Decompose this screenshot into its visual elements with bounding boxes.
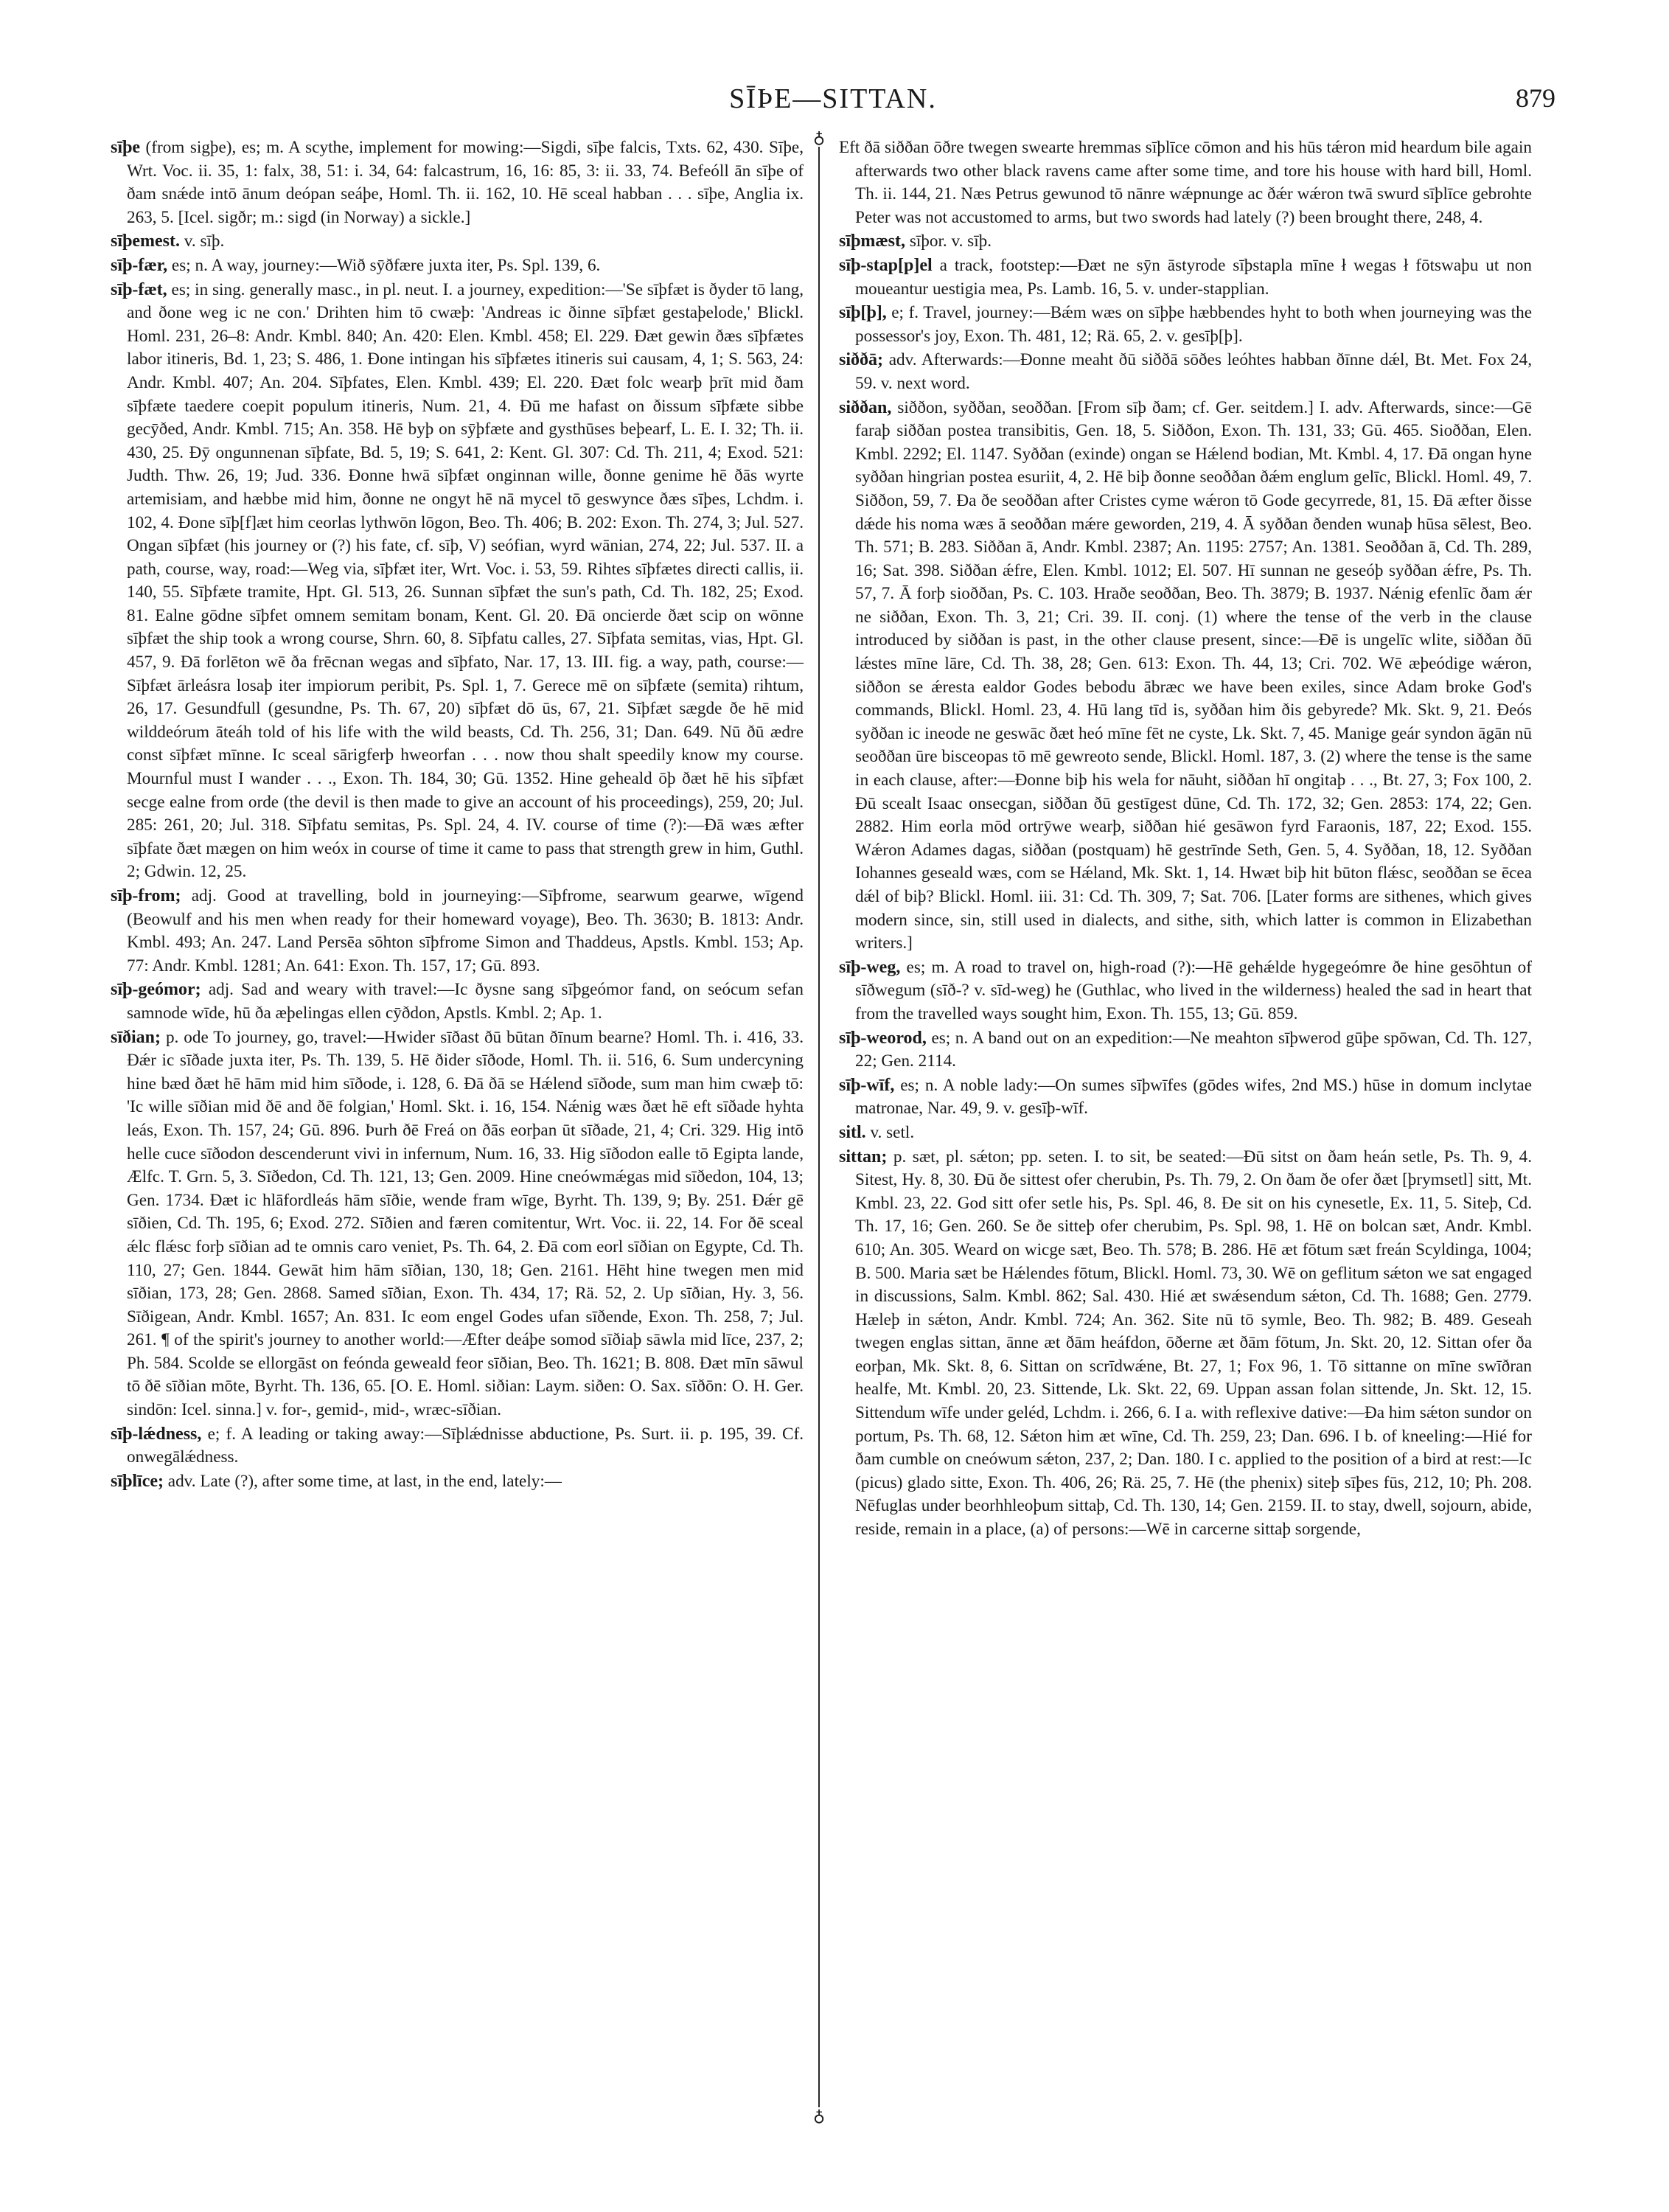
dictionary-entry	[111, 978, 804, 1025]
ornament-bottom-icon: ♁	[810, 2107, 828, 2125]
entry-headword: sīþ-wīf,	[839, 1075, 895, 1095]
entry-text: e; f. Travel, journey:—Bǽm wæs on sīþþe hæbbendes hyht to both when journeying was the possessor's joy, Exon. Th. 481, 12; Rä. 65, 2. v. gesīþ[þ].	[855, 303, 1532, 346]
entry-text: p. ode To journey, go, travel:—Hwider sīðast ðū būtan ðīnum bearne? Homl. Th. i. 416, 33. Ðǽr ic sīðade juxta iter, Ps. Th. 139, 5. Hē ðider sīðode, Homl. Th. ii. 516, 6. Sum undercyning hine bæd ðæt hē hām mid him sīðode, i. 128, 6. Ðā ðā se Hǽlend sīðode, sum man him cwæþ tō: 'Ic wille sīðian mid ðē and ðē folgian,' Homl. Skt. i. 16, 154. Nǽnig wæs ðæt hē eft sīðade hyhta leás, Exon. Th. 157, 24; Gū. 896. Þurh ðē Freá on ðās eorþan ūt sīðade, 21, 4; Cri. 329. Hig intō helle cuce sīðodon descenderunt vivi in infernum, Num. 16, 33. Hig sīðodon ealle tō Egipta lande, Ælfc. T. Grn. 5, 3. Sīðedon, Cd. Th. 121, 13; Gen. 2009. Hine cneówmǽgas mid sīðedon, 104, 13; Gen. 1734. Ðæt ic hlāfordleás hām sīðie, wende fram wīge, Byrht. Th. 139, 9; By. 251. Ðǽr gē sīðien, Cd. Th. 195, 6; Exod. 272. Sīðien and færen comitentur, Wrt. Voc. ii. 22, 14. For ðē sceal ǽlc flǽsc forþ sīðian ad te omnis caro veniet, Ps. Th. 64, 2. Ðā com eorl sīðian on Egypte, Cd. Th. 110, 27; Gen. 1844. Gewāt him hām sīðian, 130, 18; Gen. 2161. Hēht hine twegen men mid sīðian, 173, 28; Gen. 2868. Samed sīðian, Exon. Th. 434, 17; Rä. 52, 2. Up sīðian, Hy. 3, 56. Sīðigean, Andr. Kmbl. 1657; An. 831. Ic eom engel Godes ufan sīðende, Exon. Th. 258, 7; Jul. 261. ¶ of the spirit's journey to another world:—Æfter deáþe somod sīðiaþ sāwla mid līce, 237, 2; Ph. 584. Scolde se ellorgāst on feónda geweald feor sīðian, Beo. Th. 1621; B. 808. Ðæt mīn sāwul tō ðē sīðian mōte, Byrht. Th. 136, 65. [O. E. Homl. siðian: Laym. siðen: O. Sax. sīðōn: O. H. Ger. sindōn: Icel. sinna.] v. for-, gemid-, mid-, wræc-sīðian.	[127, 1027, 804, 1420]
entry-text: adv. Afterwards:—Ðonne meaht ðū siððā sōðes leóhtes habban ðīnne dǽl, Bt. Met. Fox 24, 59. v. next word.	[855, 350, 1532, 393]
entry-text: siððon, syððan, seoððan. [From sīþ ðam; cf. Ger. seitdem.] I. adv. Afterwards, since:—Gē faraþ siððan postea transibitis, Gen. 18, 5. Siððon, Exon. Th. 131, 33; Gū. 465. Sioððan, Elen. Kmbl. 2292; El. 1147. Syððan (exinde) ongan se Hǽlend bodian, Mt. Kmbl. 4, 17. Ðā ongan hyne syððan hingrian postea esuriit, 4, 2. Hē biþ ðonne seoððan ðǽm englum gelīc, Blickl. Homl. 49, 7. Siððon, 59, 7. Ða ðe seoððan after Cristes cyme wǽron tō Gode gecyrrede, 81, 15. Ðā æfter ðisse dǽde his noma wæs ā seoððan mǽre geworden, 219, 4. Ā syððan ðenden wunaþ hūsa sēlest, Beo. Th. 571; B. 283. Siððan ā, Andr. Kmbl. 2387; An. 1195: 2757; An. 1381. Seoððan ā, Cd. Th. 289, 16; Sat. 398. Siððan ǽfre, Elen. Kmbl. 1012; El. 507. Hī sunnan ne geseóþ syððan ǽfre, Ps. Th. 57, 7. Ā forþ sioððan, Ps. C. 103. Hraðe seoððan, Beo. Th. 3879; B. 1937. Nǽnig efenlīc ðam ǽr ne siððan, Exon. Th. 3, 21; Cri. 39. II. conj. (1) where the tense of the verb in the clause introduced by siððan is past, in the other clause present, since:—Ðē is ungelīc wlite, siððan ðū lǽstes mīne lāre, Cd. Th. 38, 28; Gen. 613: Exon. Th. 44, 13; Cri. 702. Wē æþeódige wǽron, siððon se ǽresta ealdor Godes bebodu ābræc we have been exiles, since Adam broke God's commands, Blickl. Homl. 23, 4. Hū lang tīd is, syððan him ðis gebyrede? Mk. Skt. 9, 21. Ðeós syððan ic ineode ne geswāc ðæt heó mīne fēt ne cyste, Lk. Skt. 7, 45. Manige geár syndon āgān nū seoððan ūre bisceopas tō mē gewreoto sende, Blickl. Homl. 187, 3. (2) where the tense is the same in each clause, after:—Ðonne biþ his wela for nāuht, siððan hī ongitaþ . . ., Bt. 27, 3; Fox 100, 2. Ðū scealt Isaac onsecgan, siððan ðū gestīgest dūne, Cd. Th. 172, 32; Gen. 2853: 174, 22; Gen. 2882. Him eorla mōd ortrȳwe wearþ, siððan hié gesāwon fyrd Faraonis, 187, 22; Exod. 155. Wǽron Adames dagas, siððan (postquam) hē gestrīnde Seth, Gen. 5, 4. Syððan, 18, 12. Syððan Iohannes geseald wæs, com se Hǽland, Mk. Skt. 1, 14. Hwæt biþ hit būton flǽsc, seoððan se ēcea dǽl of biþ? Blickl. Homl. iii. 31: Cd. Th. 309, 7; Sat. 706. [Later forms are sithenes, which gives modern since, sin, still used in dialects, and sithe, sith, which latter is common in Elizabethan writers.]	[855, 397, 1533, 953]
entry-headword: siððā;	[839, 350, 883, 370]
entry-headword: siððan,	[839, 397, 892, 417]
entry-text: es; in sing. generally masc., in pl. neut. I. a journey, expedition:—'Se sīþfæt is ðyder tō lang, and ðone weg ic ne con.' Drihten him tō cwæþ: 'Andreas ic ðinne sīþfæt gestaþelode,' Blickl. Homl. 231, 26–8: Andr. Kmbl. 840; An. 420: Elen. Kmbl. 458; El. 229. Ðæt gewin ðæs sīþfætes labor itineris, Bd. 1, 23; S. 486, 1. Ðone intingan his sīþfætes itineris sui causam, 4, 1; S. 563, 24: Andr. Kmbl. 407; An. 204. Sīþfates, Elen. Kmbl. 439; El. 220. Ðæt folc wearþ þrīt mid ðam sīþfæte taedere coepit populum itineris, Num. 21, 4. Ðū me hafast on ðissum sīþfæte sibbe gecȳðed, Andr. Kmbl. 715; An. 358. Hē byþ on sȳþfæte and gysthūses beþearf, L. E. I. 32; Th. ii. 430, 25. Ðȳ ongunnenan sīþfate, Bd. 5, 19; S. 641, 2: Kent. Gl. 307: Cd. Th. 211, 4; Exod. 521: Judth. Thw. 26, 19; Jud. 336. Ðonne hwā sīþfæt onginnan wille, ðonne genime hē ðās wyrte artemisiam, and hæbbe mid him, ðonne ne ongyt hē nā mycel tō geswynce ðæs sīþes, Lchdm. i. 102, 4. Ðone sīþ[f]æt him ceorlas lythwōn lōgon, Beo. Th. 406; B. 202: Exon. Th. 274, 3; Jul. 527. Ongan sīþfæt (his journey or (?) his fate, cf. sīþ, V) seófian, wyrd wānian, 274, 22; Jul. 537. II. a path, course, way, road:—Weg via, sīþfæt iter, Wrt. Voc. i. 53, 59. Rihtes sīþfætes directi callis, ii. 140, 55. Sīþfæte tramite, Hpt. Gl. 513, 26. Sunnan sīþfæt the sun's path, Cd. Th. 182, 25; Exod. 81. Ealne gōdne sīþfet omnem semitam bonam, Kent. Gl. 20. Ðā oncierde ðæt scip on wōnne sīþfæt the ship took a wrong course, Shrn. 60, 8. Sīþfatu calles, 27. Sīþfata semitas, vias, Hpt. Gl. 457, 9. Ðā forlēton wē ða frēcnan wegas and sīþfato, Nar. 17, 13. III. fig. a way, path, course:—Sīþfæt ārleásra losaþ iter impiorum peribit, Ps. Spl. 1, 7. Gerece mē on sīþfæte (semita) rihtum, 26, 17. Gesundfull (gesundne, Ps. Th. 67, 20) sīþfæt dō ūs, 67, 21. Sīþfæt sægde ðe hē mid wilddeórum āteáh told of his life with the wild beasts, Cd. Th. 256, 31; Dan. 649. Nū ðū ædre const sīþfæt mīnne. Ic sceal sārigferþ hweorfan . . . now thou shalt speedily know my course. Mournful must I wander . . ., Exon. Th. 184, 30; Gū. 1352. Hine geheald ōþ ðæt hē his sīþfæt secge ealne from orde (the devil is then made to give an account of his proceedings), 259, 20; Jul. 285: 261, 20; Jul. 318. Sīþfatu semitas, Ps. Spl. 24, 4. IV. course of time (?):—Ðā wæs æfter sīþfate ðæt mægen on him weóx in course of time it came to pass that strength grew in him, Guthl. 2; Gdwin. 12, 25.	[127, 279, 804, 882]
entry-headword: sittan;	[839, 1147, 888, 1166]
ornament-top-icon: ♁	[810, 129, 828, 147]
entry-text: p. sæt, pl. sǽton; pp. seten. I. to sit, be seated:—Ðū sitst on ðam heán setle, Ps. Th. 9, 4. Sitest, Hy. 8, 30. Ðū ðe sittest ofer cherubin, Ps. Th. 79, 2. On ðam ðe ofer ðæt [þrymsetl] sitt, Mt. Kmbl. 23, 22. God sitt ofer setle his, Ps. Spl. 46, 8. Ðe sit on his cynesetle, Ex. 11, 5. Siteþ, Cd. Th. 17, 16; Gen. 260. Se ðe sitteþ ofer cherubim, Ps. Spl. 98, 1. Hē on bolcan sæt, Andr. Kmbl. 610; An. 305. Weard on wicge sæt, Beo. Th. 578; B. 286. Hē æt fōtum sæt freán Scyldinga, 1004; B. 500. Maria sæt be Hǽlendes fōtum, Blickl. Homl. 73, 30. Wē on geflitum sǽton we sat engaged in discussions, Salm. Kmbl. 862; Sal. 430. Hié æt swǽsendum sǽton, Cd. Th. 1688; Gen. 2779. Hæleþ in sǽton, Andr. Kmbl. 724; An. 362. Site nū tō symle, Beo. Th. 982; B. 489. Geseah twegen englas sittan, ānne æt ðām heáfdon, ōðerne æt ðām fōtum, Jn. Skt. 20, 12. Sittan ofer ða eorþan, Mk. Skt. 8, 6. Sittan on scrīdwǽne, Bt. 27, 1; Fox 96, 1. Tō sittanne on mīne swīðran healfe, Mt. Kmbl. 20, 23. Sittende, Lk. Skt. 22, 69. Uppan assan folan sittende, Jn. Skt. 12, 15. Sittendum wīfe under geléd, Lchdm. i. 266, 6. I a. with reflexive dative:—Ða him sǽton sundor on portum, Ps. Th. 68, 12. Sǽton him æt wīne, Cd. Th. 259, 23; Dan. 696. I b. of kneeling:—Hié for ðam cumble on cneówum sǽton, 237, 2; Dan. 180. I c. applied to the position of a bird at rest:—Ic (picus) glado sitte, Exon. Th. 406, 26; Rä. 25, 7. Hē (the phenix) siteþ sīþes fūs, 212, 10; Ph. 208. Nēfuglas under beorhhleoþum sittaþ, Cd. Th. 130, 14; Gen. 2159. II. to stay, dwell, sojourn, abide, reside, remain in a place, (a) of persons:—Wē in carcerne sittaþ sorgende,	[855, 1147, 1532, 1540]
entry-headword: sīþe	[111, 138, 141, 157]
dictionary-entry	[839, 349, 1532, 395]
dictionary-entry	[111, 136, 804, 229]
left-column	[111, 136, 804, 1494]
entry-headword: sīðian;	[111, 1027, 161, 1047]
dictionary-entry	[111, 1423, 804, 1470]
entry-headword: sīþ-fæt,	[111, 279, 167, 299]
entry-text: adj. Sad and weary with travel:—Ic ðysne sang sīþgeómor fand, on seócum sefan samnode wīde, hū ða æþelingas ellen cȳðdon, Apstls. Kmbl. 2; Ap. 1.	[127, 980, 804, 1023]
dictionary-entry	[839, 302, 1532, 348]
dictionary-entry	[839, 397, 1532, 956]
dictionary-entry	[839, 136, 1532, 229]
entry-headword: sīþemest.	[111, 232, 180, 251]
page-number: 879	[1516, 83, 1555, 113]
dictionary-entry	[111, 254, 804, 278]
entry-text: (from sigþe), es; m. A scythe, implement for mowing:—Sigdi, sīþe falcis, Txts. 62, 430. Sīþe, Wrt. Voc. ii. 35, 1: falx, 38, 51: i. 34, 64: falcastrum, 16, 16: 85, 3: ii. 33, 74. Befeóll ān sīþe of ðam snǽde intō ānum deópan seáþe, Homl. Th. ii. 162, 10. Hē sceal habban . . . sīþe, Anglia ix. 263, 5. [Icel. sigðr; m.: sigd (in Norway) a sickle.]	[127, 138, 804, 227]
running-title: SĪÞE—SITTAN.	[729, 83, 937, 114]
dictionary-entry	[839, 1121, 1532, 1145]
entry-headword: sīþ-stap[p]el	[839, 255, 933, 275]
entry-text: adj. Good at travelling, bold in journeying:—Sīþfrome, searwum gearwe, wīgend (Beowulf and his men when ready for their homeward voyage), Beo. Th. 3630; B. 1813: Andr. Kmbl. 493; An. 247. Land Persēa sōhton sīþfrome Simon and Thaddeus, Apstls. Kmbl. 153; Ap. 77: Andr. Kmbl. 1281; An. 641: Exon. Th. 157, 17; Gū. 893.	[127, 886, 804, 975]
entry-text: es; n. A noble lady:—On sumes sīþwīfes (gōdes wifes, 2nd MS.) hūse in domum inclytae matronae, Nar. 49, 9. v. gesīþ-wīf.	[855, 1075, 1532, 1119]
dictionary-entry	[111, 1470, 804, 1494]
dictionary-entry	[839, 254, 1532, 301]
page-header	[111, 83, 1555, 127]
entry-headword: sīþ-weg,	[839, 957, 901, 977]
entry-text: es; n. A way, journey:—Wið sȳðfære juxta iter, Ps. Spl. 139, 6.	[171, 255, 601, 275]
entry-headword: sīþmæst,	[839, 232, 906, 251]
entry-text: v. setl.	[870, 1122, 915, 1142]
dictionary-entry	[839, 1074, 1532, 1121]
dictionary-entry	[111, 279, 804, 884]
dictionary-entry	[839, 956, 1532, 1026]
entry-headword: sīþ-weorod,	[839, 1028, 927, 1048]
dictionary-entry	[839, 230, 1532, 254]
entry-headword: sīþ[þ],	[839, 303, 887, 323]
entry-headword: sīþlīce;	[111, 1471, 164, 1491]
entry-headword: sīþ-fær,	[111, 255, 168, 275]
entry-text: es; m. A road to travel on, high-road (?):—Hē gehǽlde hygegeómre ðe hine gesōhtun of sīðwegum (sīð-? v. sīd-weg) he (Guthlac, who lived in the wilderness) healed the sad in heart that from the travelled ways sought him, Exon. Th. 155, 13; Gū. 859.	[855, 957, 1533, 1023]
dictionary-entry	[111, 885, 804, 978]
dictionary-entry	[111, 1026, 804, 1422]
entry-text: v. sīþ.	[184, 232, 225, 251]
entry-headword: sīþ-from;	[111, 886, 181, 905]
entry-headword: sīþ-geómor;	[111, 980, 201, 1000]
dictionary-entry	[111, 230, 804, 254]
entry-headword: sīþ-lǽdness,	[111, 1424, 202, 1444]
right-column	[839, 136, 1532, 1543]
column-divider	[818, 136, 820, 2112]
dictionary-entry	[839, 1027, 1532, 1074]
entry-text: sīþor. v. sīþ.	[909, 232, 992, 251]
entry-text: e; f. A leading or taking away:—Sīþlǽdnisse abductione, Ps. Surt. ii. p. 195, 39. Cf. onwegālǽdness.	[127, 1424, 804, 1467]
entry-text: adv. Late (?), after some time, at last, in the end, lately:—	[167, 1471, 562, 1491]
entry-text: Eft ðā siððan ōðre twegen swearte hremmas sīþlīce cōmon and his hūs tǽron mid heardum bile again afterwards two other black ravens came after some time, and tore his house with hard bill, Homl. Th. ii. 144, 21. Næs Petrus gewunod tō nānre wǽpnunge ac ðǽr wǽron twā swurd sīþlīce gebrohte Peter was not accustomed to arms, but two swords had lately (?) been brought there, 248, 4.	[839, 138, 1532, 227]
entry-text: es; n. A band out on an expedition:—Ne meahton sīþwerod gūþe spōwan, Cd. Th. 127, 22; Gen. 2114.	[855, 1028, 1532, 1071]
entry-text: a track, footstep:—Ðæt ne sȳn āstyrode sīþstapla mīne ł wegas ł fōtswaþu ut non moueantur uestigia mea, Ps. Lamb. 16, 5. v. under-stapplian.	[855, 255, 1532, 299]
dictionary-entry	[839, 1146, 1532, 1542]
entry-headword: sitl.	[839, 1122, 866, 1142]
